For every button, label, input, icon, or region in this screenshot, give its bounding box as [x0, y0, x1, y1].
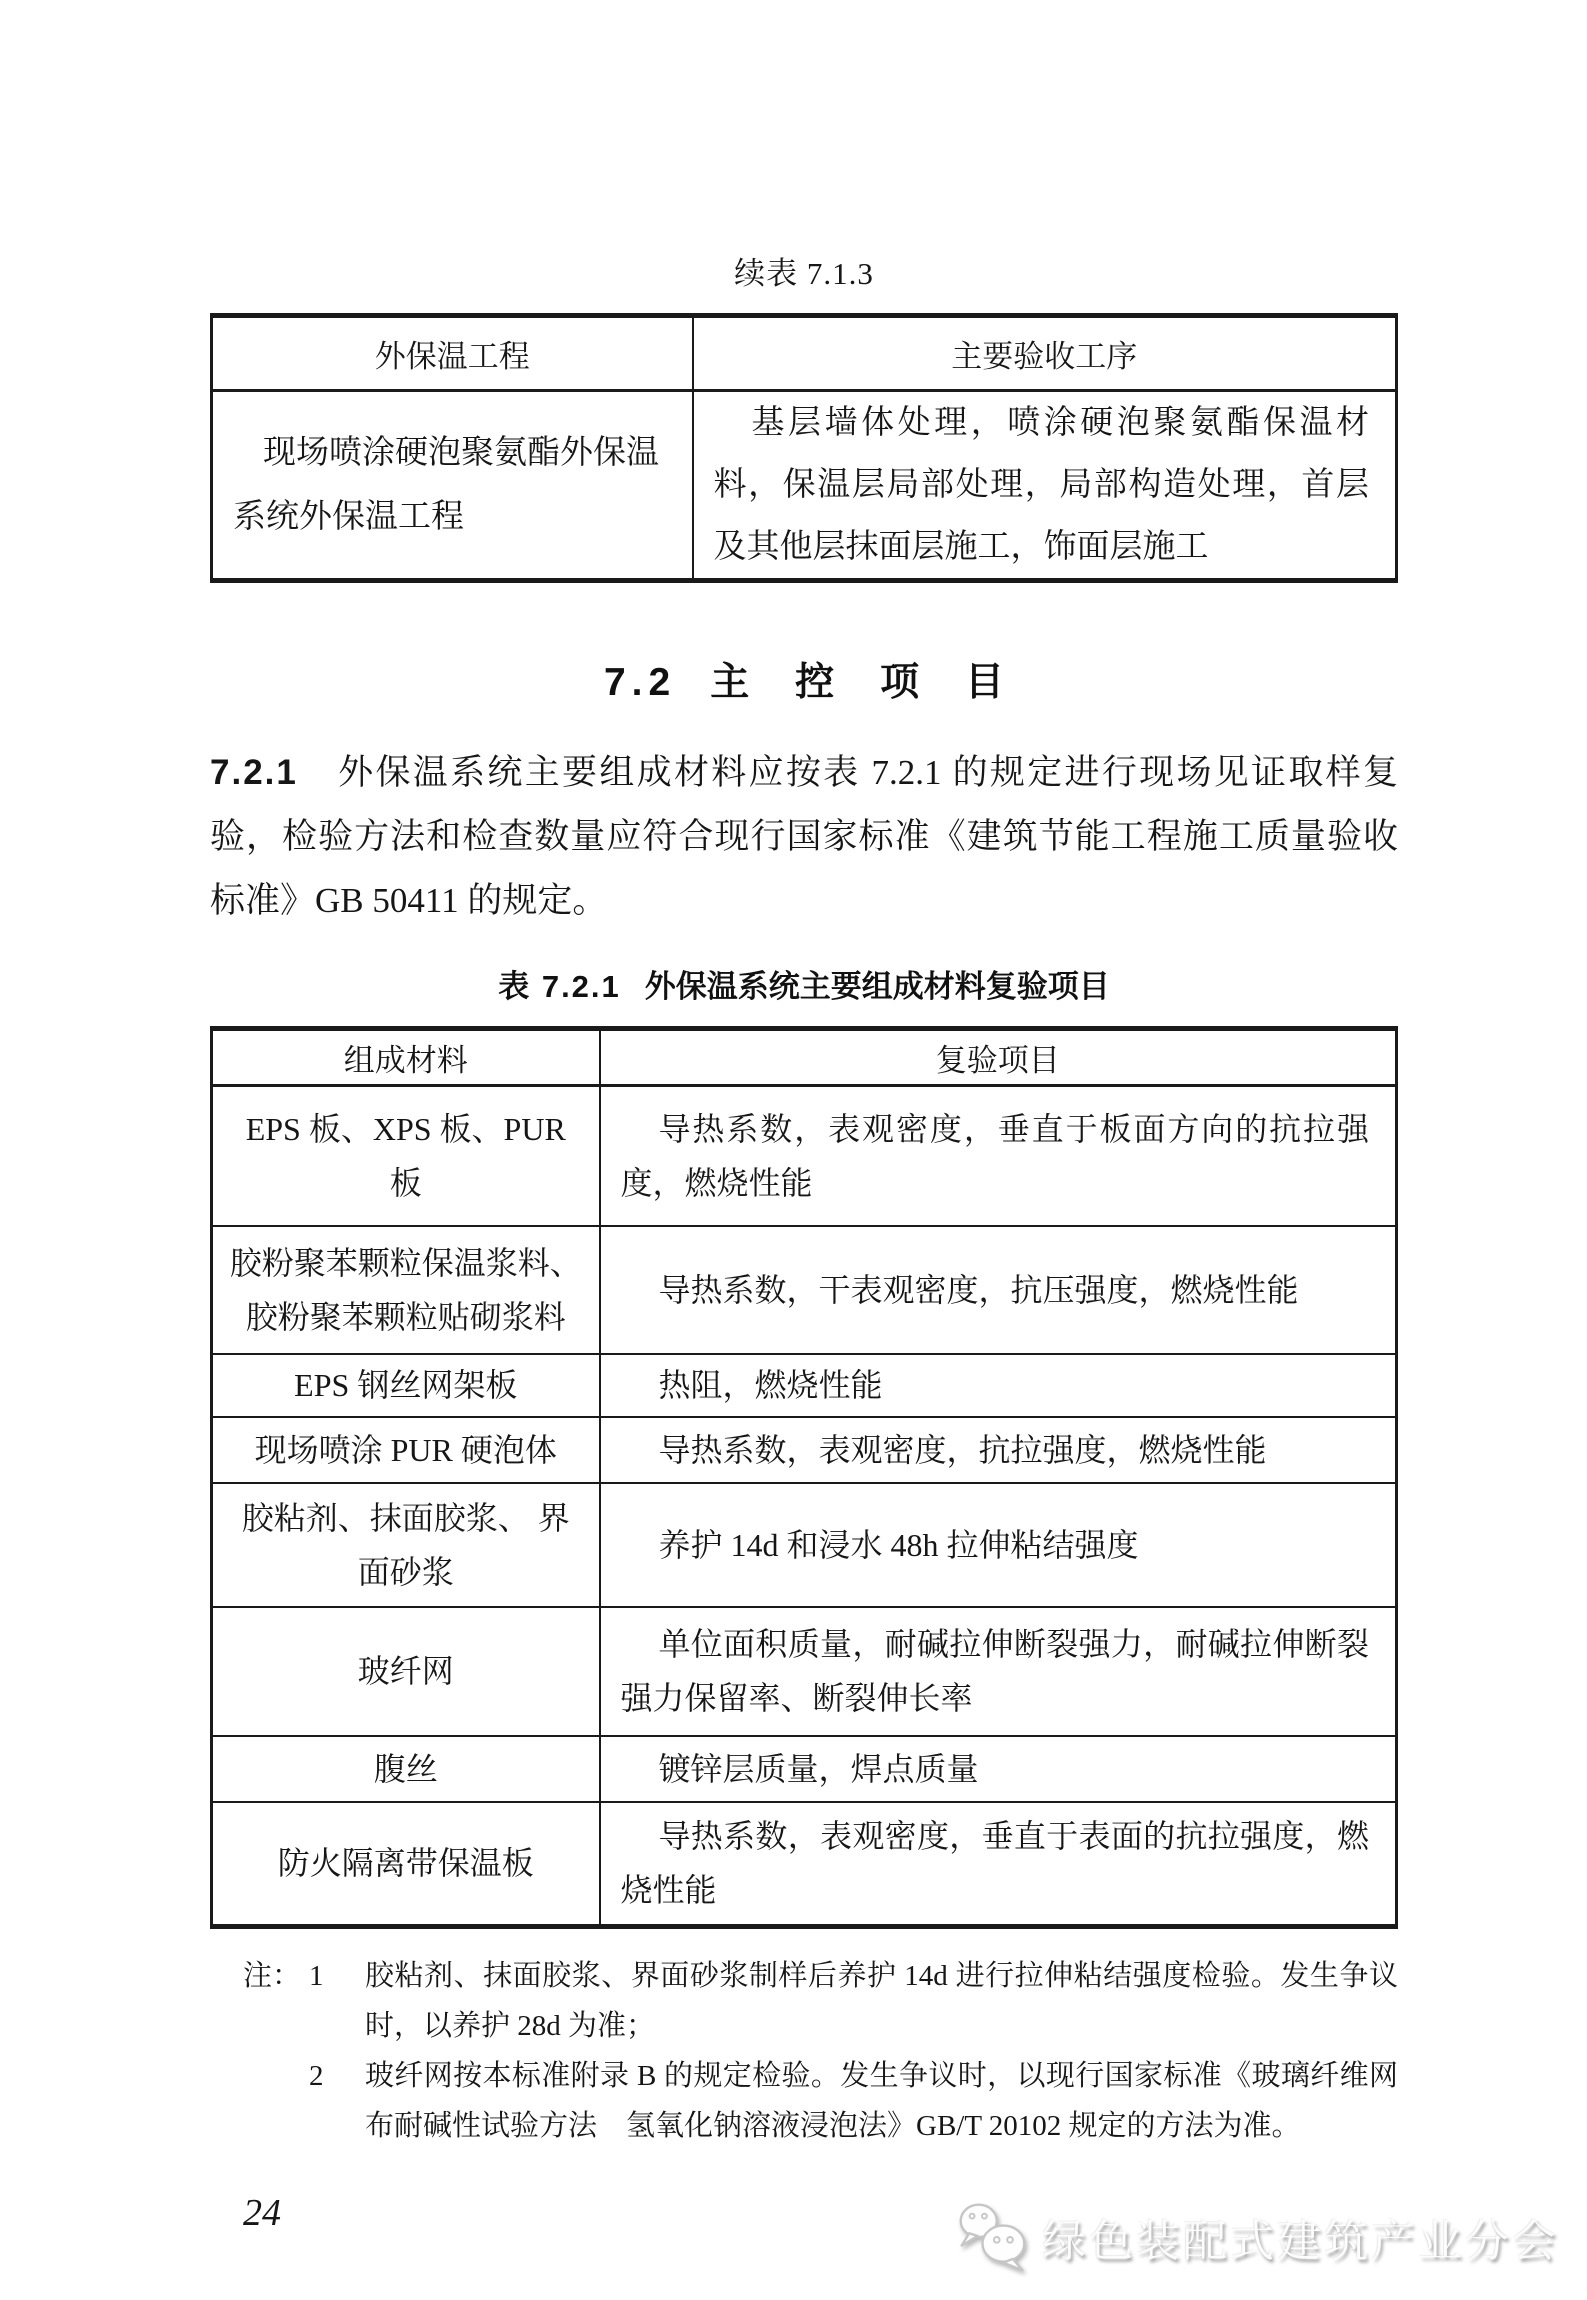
section-heading: [210, 651, 1398, 707]
page-content: [210, 0, 1398, 2235]
table-row: [212, 1417, 1397, 1483]
recheck-items-cell: 镀锌层质量，焊点质量: [600, 1736, 1397, 1802]
note-text: 玻纤网按本标准附录 B 的规定检验。发生争议时，以现行国家标准《玻璃纤维网布耐碱性试验方法 氢氧化钠溶液浸泡法》GB/T 20102 规定的方法为准。: [365, 2060, 1398, 2142]
table-row: [212, 1226, 1397, 1354]
column-header-material: 组成材料: [212, 1029, 600, 1086]
clause-paragraph: [210, 741, 1398, 933]
recheck-items-cell: 导热系数，表观密度，垂直于板面方向的抗拉强度，燃烧性能: [600, 1086, 1397, 1226]
procedure-cell: 基层墙体处理，喷涂硬泡聚氨酯保温材料，保温层局部处理，局部构造处理，首层及其他层抹面层施工，饰面层施工: [693, 391, 1397, 581]
material-cell: EPS 钢丝网架板: [212, 1354, 600, 1417]
note-number: 1: [309, 1960, 324, 1992]
recheck-items-cell: 热阻，燃烧性能: [600, 1354, 1397, 1417]
table-row: [212, 1483, 1397, 1607]
table-caption: [210, 961, 1398, 1006]
table-row: [212, 1086, 1397, 1226]
recheck-items-cell: 导热系数，干表观密度，抗压强度，燃烧性能: [600, 1226, 1397, 1354]
table-header-row: [212, 1029, 1397, 1086]
wechat-icon: [954, 2200, 1030, 2274]
watermark-text: 绿色装配式建筑产业分会: [1042, 2217, 1559, 2266]
column-header-items: 复验项目: [600, 1029, 1397, 1086]
material-cell: 腹丝: [212, 1736, 600, 1802]
material-cell: EPS 板、XPS 板、PUR 板: [212, 1086, 600, 1226]
note-item: [243, 1951, 1398, 2051]
acceptance-procedure-table: [210, 313, 1398, 583]
table-header-row: [212, 316, 1397, 391]
material-cell: 防火隔离带保温板: [212, 1802, 600, 1927]
page-number: 24: [243, 2192, 281, 2234]
clause-number: 7.2.1: [210, 753, 298, 792]
table-row: [212, 391, 1397, 581]
material-cell: 胶粉聚苯颗粒保温浆料、 胶粉聚苯颗粒贴砌浆料: [212, 1226, 600, 1354]
material-cell: 现场喷涂 PUR 硬泡体: [212, 1417, 600, 1483]
table-row: [212, 1736, 1397, 1802]
column-header-project: 外保温工程: [212, 316, 693, 391]
column-header-procedure: 主要验收工序: [693, 316, 1397, 391]
table-row: [212, 1607, 1397, 1736]
notes-label: 注：: [243, 1960, 302, 1992]
continued-table-label: 续表 7.1.3: [734, 256, 874, 291]
recheck-items-cell: 导热系数，表观密度，垂直于表面的抗拉强度，燃烧性能: [600, 1802, 1397, 1927]
section-number: 7.2: [603, 661, 677, 704]
note-item: [243, 2051, 1398, 2151]
note-number: 2: [309, 2060, 324, 2092]
recheck-items-cell: 养护 14d 和浸水 48h 拉伸粘结强度: [600, 1483, 1397, 1607]
section-title: 主 控 项 目: [710, 661, 1022, 704]
table-caption-number: 表 7.2.1: [498, 969, 621, 1004]
recheck-items-table: [210, 1026, 1398, 1929]
note-text: 胶粘剂、抹面胶浆、界面砂浆制样后养护 14d 进行拉伸粘结强度检验。发生争议时，以养护 28d 为准；: [365, 1960, 1398, 2042]
material-cell: 玻纤网: [212, 1607, 600, 1736]
material-cell: 胶粘剂、抹面胶浆、 界面砂浆: [212, 1483, 600, 1607]
clause-text: 外保温系统主要组成材料应按表 7.2.1 的规定进行现场见证取样复验，检验方法和检查数量应符合现行国家标准《建筑节能工程施工质量验收标准》GB 50411 的规定。: [210, 753, 1398, 920]
project-cell: 现场喷涂硬泡聚氨酯外保温系统外保温工程: [212, 391, 693, 581]
table-caption-title: 外保温系统主要组成材料复验项目: [644, 969, 1110, 1004]
table-row: [212, 1354, 1397, 1417]
watermark: [954, 2200, 1559, 2274]
table-notes: [210, 1951, 1398, 2151]
recheck-items-cell: 导热系数，表观密度，抗拉强度，燃烧性能: [600, 1417, 1397, 1483]
recheck-items-cell: 单位面积质量，耐碱拉伸断裂强力，耐碱拉伸断裂强力保留率、断裂伸长率: [600, 1607, 1397, 1736]
table-row: [212, 1802, 1397, 1927]
